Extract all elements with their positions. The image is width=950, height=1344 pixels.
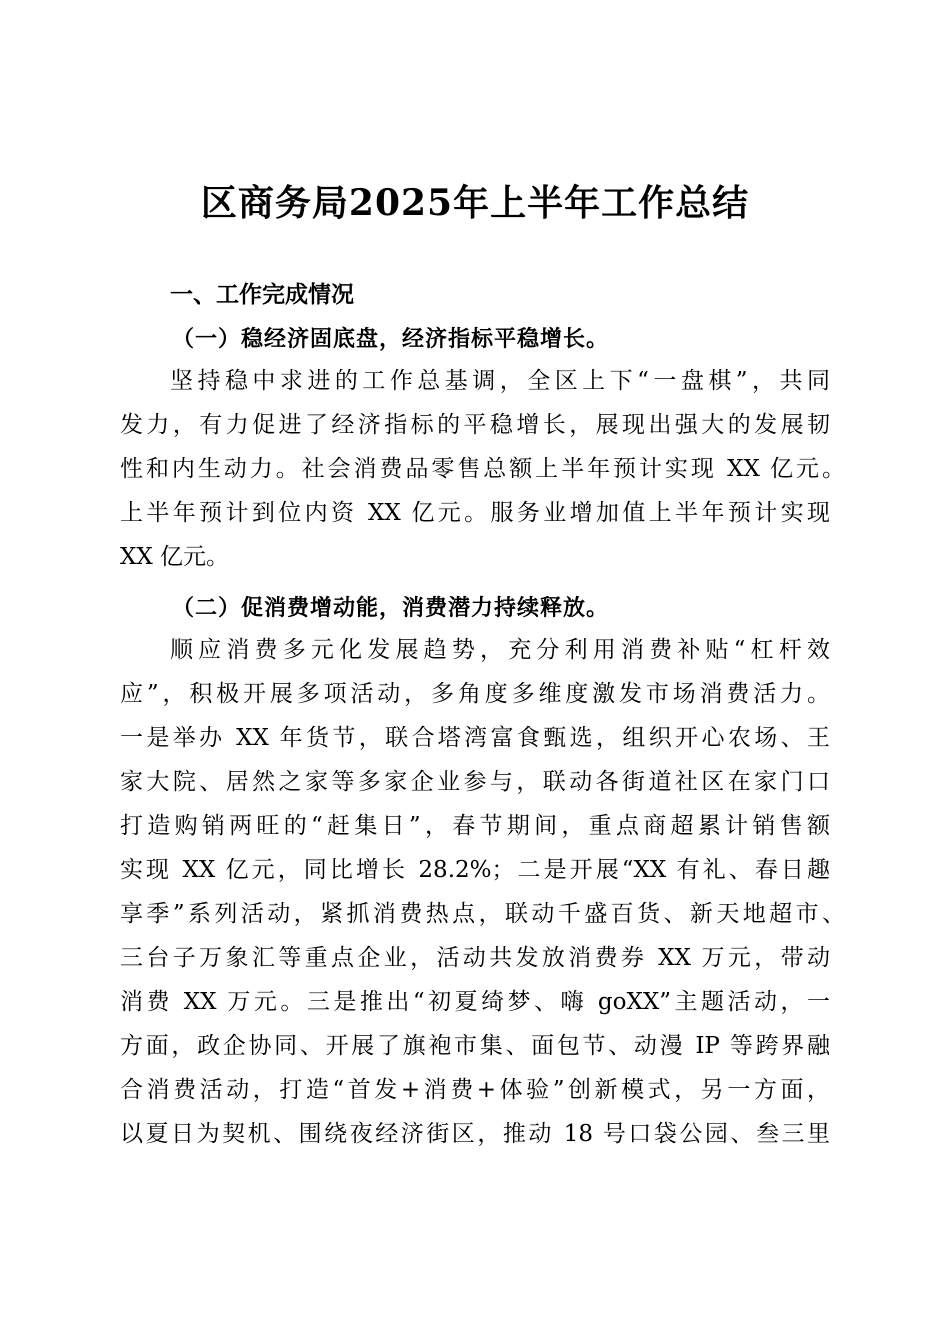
- document-title: 区商务局2025年上半年工作总结: [200, 182, 750, 224]
- paragraph-line: 上半年预计到位内资 XX 亿元。服务业增加值上半年预计实现: [120, 500, 830, 526]
- paragraph-line: 坚持稳中求进的工作总基调，全区上下“一盘棋”，共同: [170, 368, 830, 394]
- subsection-heading: （二）促消费增动能，消费潜力持续释放。: [172, 595, 610, 621]
- section-heading: 一、工作完成情况: [170, 282, 354, 308]
- paragraph-line: 方面，政企协同、开展了旗袍市集、面包节、动漫 IP 等跨界融: [120, 1033, 830, 1059]
- paragraph-line: 家大院、居然之家等多家企业参与，联动各街道社区在家门口: [120, 769, 830, 795]
- paragraph-line: 享季”系列活动，紧抓消费热点，联动千盛百货、新天地超市、: [120, 901, 845, 927]
- paragraph-line: 合消费活动，打造“首发+消费+体验”创新模式，另一方面，: [120, 1077, 830, 1103]
- paragraph-line: 发力，有力促进了经济指标的平稳增长，展现出强大的发展韧: [120, 412, 830, 438]
- paragraph-line: 应”，积极开展多项活动，多角度多维度激发市场消费活力。: [120, 681, 830, 707]
- paragraph-line: 性和内生动力。社会消费品零售总额上半年预计实现 XX 亿元。: [120, 456, 845, 482]
- paragraph-line: 三台子万象汇等重点企业，活动共发放消费券 XX 万元，带动: [120, 945, 830, 971]
- paragraph-line: 消费 XX 万元。三是推出“初夏绮梦、嗨 goXX”主题活动，一: [120, 989, 830, 1015]
- paragraph-line: 实现 XX 亿元，同比增长 28.2%；二是开展“XX 有礼、春日趣: [120, 857, 830, 883]
- paragraph-line: 打造购销两旺的“赶集日”，春节期间，重点商超累计销售额: [120, 813, 830, 839]
- subsection-heading: （一）稳经济固底盘，经济指标平稳增长。: [172, 326, 610, 352]
- paragraph-line: 顺应消费多元化发展趋势，充分利用消费补贴“杠杆效: [170, 637, 830, 663]
- paragraph-line: 一是举办 XX 年货节，联合塔湾富食甄选，组织开心农场、王: [120, 725, 830, 751]
- paragraph-line: 以夏日为契机、围绕夜经济街区，推动 18 号口袋公园、叁三里: [120, 1121, 830, 1147]
- paragraph-line: XX 亿元。: [120, 544, 230, 570]
